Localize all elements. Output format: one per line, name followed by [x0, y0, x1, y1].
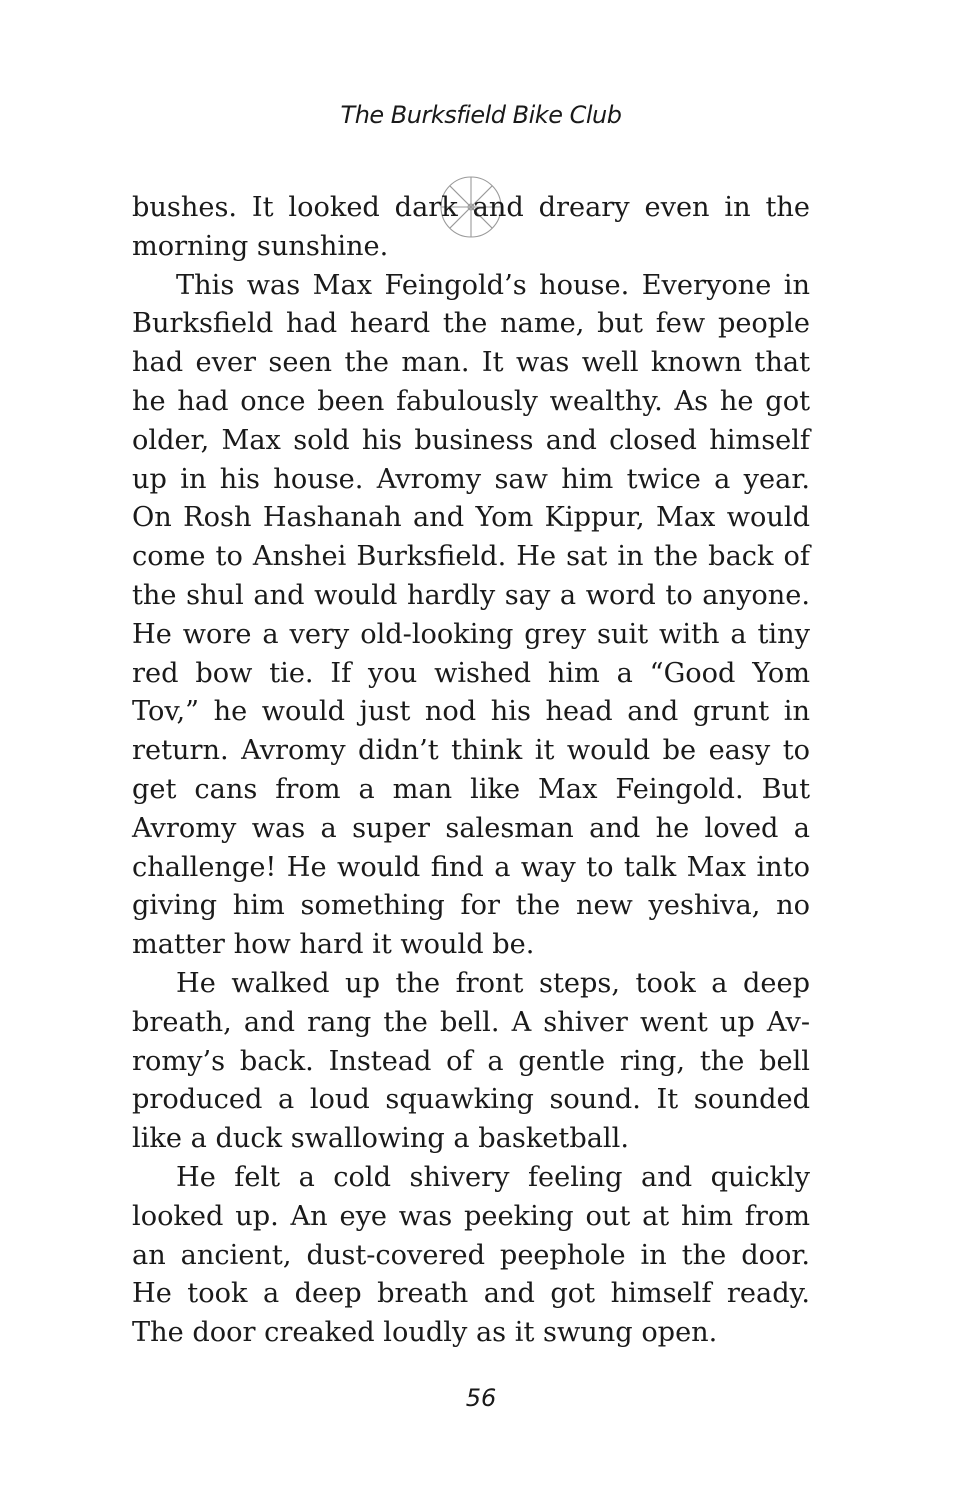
paragraph: This was Max Feingold’s house. Everyone in Burksfield had heard the name, but few people had ever seen the man. It was well known that he had once been fabulously wealthy. As he got older, Max sold his business and closed himself up in his house. Avromy saw him twice a year. On Rosh Hashanah and Yom Kippur, Max would come to Anshei Burksfield. He sat in the back of the shul and would hardly say a word to anyone. He wore a very old-looking grey suit with a tiny red bow tie. If you wished him a “Good Yom Tov,” he would just nod his head and grunt in return. Avromy didn’t think it would be easy to get cans from a man like Max Feingold. But Avromy was a super salesman and he loved a challenge! He would find a way to talk Max into giving him something for the new yeshiva, no matter how hard it would be. [132, 269, 810, 961]
page-number: 56 [465, 1384, 497, 1412]
running-header-title: The Burksfield Bike Club [340, 101, 622, 129]
body-text [132, 189, 810, 1353]
paragraph: bushes. It looked dark and dreary even in the morning sunshine. [132, 192, 810, 262]
running-header [0, 95, 962, 135]
paragraph: He walked up the front steps, took a deep breath, and rang the bell. A shiver went up Avromy’s back. Instead of a gentle ring, the bell produced a loud squawking sound. It sounded like a duck swallowing a basketball. [132, 967, 810, 1155]
paragraph: He felt a cold shivery feeling and quickly looked up. An eye was peeking out at him from an ancient, dust-covered peephole in the door. He took a deep breath and got himself ready. The door creaked loudly as it swung open. [132, 1161, 810, 1349]
